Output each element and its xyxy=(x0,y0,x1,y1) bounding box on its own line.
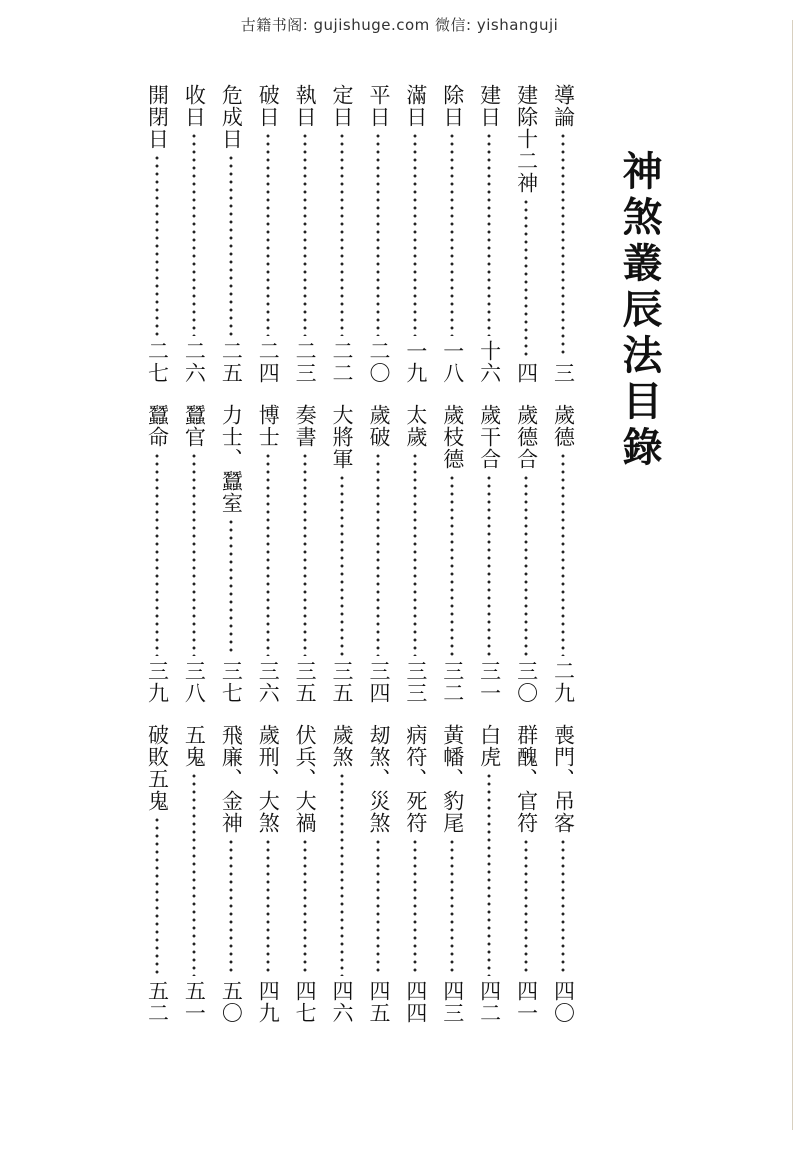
page-title: 神煞叢辰法目錄 xyxy=(616,150,662,472)
toc-entry-page-number: 五一 xyxy=(182,980,207,1024)
toc-leader-dots xyxy=(450,838,454,976)
toc-leader-dots xyxy=(450,132,454,336)
toc-entry xyxy=(472,84,506,384)
toc-entry xyxy=(546,724,580,1024)
toc-entry xyxy=(177,404,211,704)
toc-entry-page-number: 二三 xyxy=(293,340,318,384)
toc-leader-dots xyxy=(303,452,307,656)
toc-entry-title: 定日 xyxy=(330,84,355,128)
toc-column-group-3 xyxy=(140,724,580,1024)
toc-entry-title: 開閉日 xyxy=(145,84,170,150)
toc-leader-dots xyxy=(340,132,344,336)
toc-entry xyxy=(140,84,174,384)
toc-entry-title: 歲干合 xyxy=(477,404,502,470)
toc-leader-dots xyxy=(155,816,159,976)
toc-entry-title: 五鬼 xyxy=(182,724,207,768)
toc-entry-title: 群醜、官符 xyxy=(514,724,539,834)
toc-entry-page-number: 三〇 xyxy=(514,660,539,704)
toc-entry xyxy=(361,724,395,1024)
toc-entry-page-number: 三一 xyxy=(477,660,502,704)
toc-leader-dots xyxy=(155,154,159,336)
toc-leader-dots xyxy=(487,772,491,976)
toc-entry-title: 奏書 xyxy=(293,404,318,448)
toc-entry-page-number: 二五 xyxy=(219,340,244,384)
toc-entry-page-number: 四 xyxy=(514,362,539,384)
toc-entry-page-number: 一八 xyxy=(440,340,465,384)
toc-entry-page-number: 三四 xyxy=(366,660,391,704)
toc-leader-dots xyxy=(229,154,233,336)
toc-entry xyxy=(140,404,174,704)
toc-entry xyxy=(251,724,285,1024)
toc-leader-dots xyxy=(192,132,196,336)
toc-entry-title: 歲刑、大煞 xyxy=(256,724,281,834)
toc-entry-title: 收日 xyxy=(182,84,207,128)
toc-column-group-1 xyxy=(140,84,580,384)
page-edge-line xyxy=(792,20,793,1130)
toc-entry-title: 滿日 xyxy=(403,84,428,128)
toc-entry-title: 蠶官 xyxy=(182,404,207,448)
toc-entry-title: 除日 xyxy=(440,84,465,128)
toc-entry-title: 破日 xyxy=(256,84,281,128)
toc-entry-title: 歲破 xyxy=(366,404,391,448)
toc-entry xyxy=(435,724,469,1024)
toc-entry xyxy=(509,84,543,384)
toc-entry-title: 博士 xyxy=(256,404,281,448)
toc-entry xyxy=(177,724,211,1024)
toc-entry-title: 破敗五鬼 xyxy=(145,724,170,812)
toc-entry-title: 黃幡、豹尾 xyxy=(440,724,465,834)
toc-entry-title: 歲枝德 xyxy=(440,404,465,470)
toc-entry-page-number: 十六 xyxy=(477,340,502,384)
toc-entry-title: 飛廉、金神 xyxy=(219,724,244,834)
toc-entry-page-number: 三三 xyxy=(403,660,428,704)
toc-entry-page-number: 三二 xyxy=(440,660,465,704)
toc-leader-dots xyxy=(266,452,270,656)
toc-entry-title: 大將軍 xyxy=(330,404,355,470)
toc-entry xyxy=(214,724,248,1024)
toc-entry xyxy=(398,724,432,1024)
toc-leader-dots xyxy=(155,452,159,656)
toc-entry-title: 力士、蠶室 xyxy=(219,404,244,514)
toc-entry-page-number: 三五 xyxy=(293,660,318,704)
toc-leader-dots xyxy=(229,838,233,976)
toc-entry-page-number: 三六 xyxy=(256,660,281,704)
toc-leader-dots xyxy=(266,132,270,336)
toc-entry-title: 建除十二神 xyxy=(514,84,539,194)
toc-leader-dots xyxy=(524,474,528,656)
toc-leader-dots xyxy=(561,838,565,976)
toc-entry xyxy=(472,724,506,1024)
toc-entry-title: 白虎 xyxy=(477,724,502,768)
toc-entry-title: 歲煞 xyxy=(330,724,355,768)
toc-entry xyxy=(251,84,285,384)
toc-entry-title: 歲德 xyxy=(551,404,576,448)
toc-entry-page-number: 二九 xyxy=(551,660,576,704)
toc-leader-dots xyxy=(561,132,565,358)
toc-entry xyxy=(546,404,580,704)
toc-entry-title: 平日 xyxy=(366,84,391,128)
toc-entry-page-number: 五二 xyxy=(145,980,170,1024)
toc-leader-dots xyxy=(376,838,380,976)
toc-leader-dots xyxy=(376,452,380,656)
toc-entry xyxy=(435,84,469,384)
toc-entry-title: 歲德合 xyxy=(514,404,539,470)
toc-entry xyxy=(398,404,432,704)
toc-entry-page-number: 二六 xyxy=(182,340,207,384)
toc-entry xyxy=(398,84,432,384)
toc-entry xyxy=(251,404,285,704)
toc-entry-page-number: 四一 xyxy=(514,980,539,1024)
toc-entry-title: 蠶命 xyxy=(145,404,170,448)
toc-entry-page-number: 二四 xyxy=(256,340,281,384)
toc-entry-title: 太歲 xyxy=(403,404,428,448)
toc-leader-dots xyxy=(487,132,491,336)
toc-entry-page-number: 二七 xyxy=(145,340,170,384)
toc-entry-title: 刼煞、災煞 xyxy=(366,724,391,834)
toc-entry-title: 執日 xyxy=(293,84,318,128)
toc-entry xyxy=(325,724,359,1024)
toc-entry-page-number: 五〇 xyxy=(219,980,244,1024)
toc-entry-title: 伏兵、大禍 xyxy=(293,724,318,834)
toc-entry-page-number: 四五 xyxy=(366,980,391,1024)
toc-entry-page-number: 四二 xyxy=(477,980,502,1024)
toc-entry-title: 導論 xyxy=(551,84,576,128)
toc-entry-page-number: 三九 xyxy=(145,660,170,704)
toc-entry-page-number: 二〇 xyxy=(366,340,391,384)
toc-entry-page-number: 四四 xyxy=(403,980,428,1024)
watermark-text: 古籍书阁: gujishuge.com 微信: yishanguji xyxy=(240,16,559,34)
toc-entry xyxy=(472,404,506,704)
toc-entry xyxy=(214,404,248,704)
toc-leader-dots xyxy=(340,772,344,976)
toc-entry xyxy=(361,84,395,384)
toc-entry xyxy=(325,84,359,384)
toc-entry xyxy=(361,404,395,704)
toc-leader-dots xyxy=(524,198,528,358)
toc-leader-dots xyxy=(413,132,417,336)
toc-entry xyxy=(546,84,580,384)
toc-entry-page-number: 三七 xyxy=(219,660,244,704)
toc-entry xyxy=(214,84,248,384)
toc-leader-dots xyxy=(229,518,233,656)
toc-entry-page-number: 四三 xyxy=(440,980,465,1024)
toc-entry xyxy=(288,404,322,704)
toc-leader-dots xyxy=(192,772,196,976)
toc-entry-page-number: 四〇 xyxy=(551,980,576,1024)
toc-entry xyxy=(435,404,469,704)
toc-leader-dots xyxy=(450,474,454,656)
toc-entry-title: 喪門、吊客 xyxy=(551,724,576,834)
toc-entry xyxy=(509,404,543,704)
toc-leader-dots xyxy=(303,838,307,976)
toc-entry-page-number: 三八 xyxy=(182,660,207,704)
toc-entry-page-number: 三五 xyxy=(330,660,355,704)
toc-entry-page-number: 一九 xyxy=(403,340,428,384)
toc-leader-dots xyxy=(413,838,417,976)
toc-entry xyxy=(288,724,322,1024)
toc-leader-dots xyxy=(266,838,270,976)
toc-leader-dots xyxy=(413,452,417,656)
toc-leader-dots xyxy=(487,474,491,656)
toc-entry xyxy=(509,724,543,1024)
toc-entry xyxy=(325,404,359,704)
toc-leader-dots xyxy=(303,132,307,336)
toc-leader-dots xyxy=(524,838,528,976)
toc-entry-title: 病符、死符 xyxy=(403,724,428,834)
toc-leader-dots xyxy=(340,474,344,656)
toc-entry xyxy=(177,84,211,384)
toc-entry-title: 危成日 xyxy=(219,84,244,150)
toc-leader-dots xyxy=(376,132,380,336)
toc-entry-title: 建日 xyxy=(477,84,502,128)
toc-column-group-2 xyxy=(140,404,580,704)
toc-entry-page-number: 四九 xyxy=(256,980,281,1024)
toc-entry xyxy=(140,724,174,1024)
toc-leader-dots xyxy=(192,452,196,656)
toc-entry-page-number: 四七 xyxy=(293,980,318,1024)
toc-entry-page-number: 四六 xyxy=(330,980,355,1024)
toc-entry xyxy=(288,84,322,384)
toc-leader-dots xyxy=(561,452,565,656)
toc-entry-page-number: 二二 xyxy=(330,340,355,384)
toc-entry-page-number: 三 xyxy=(551,362,576,384)
